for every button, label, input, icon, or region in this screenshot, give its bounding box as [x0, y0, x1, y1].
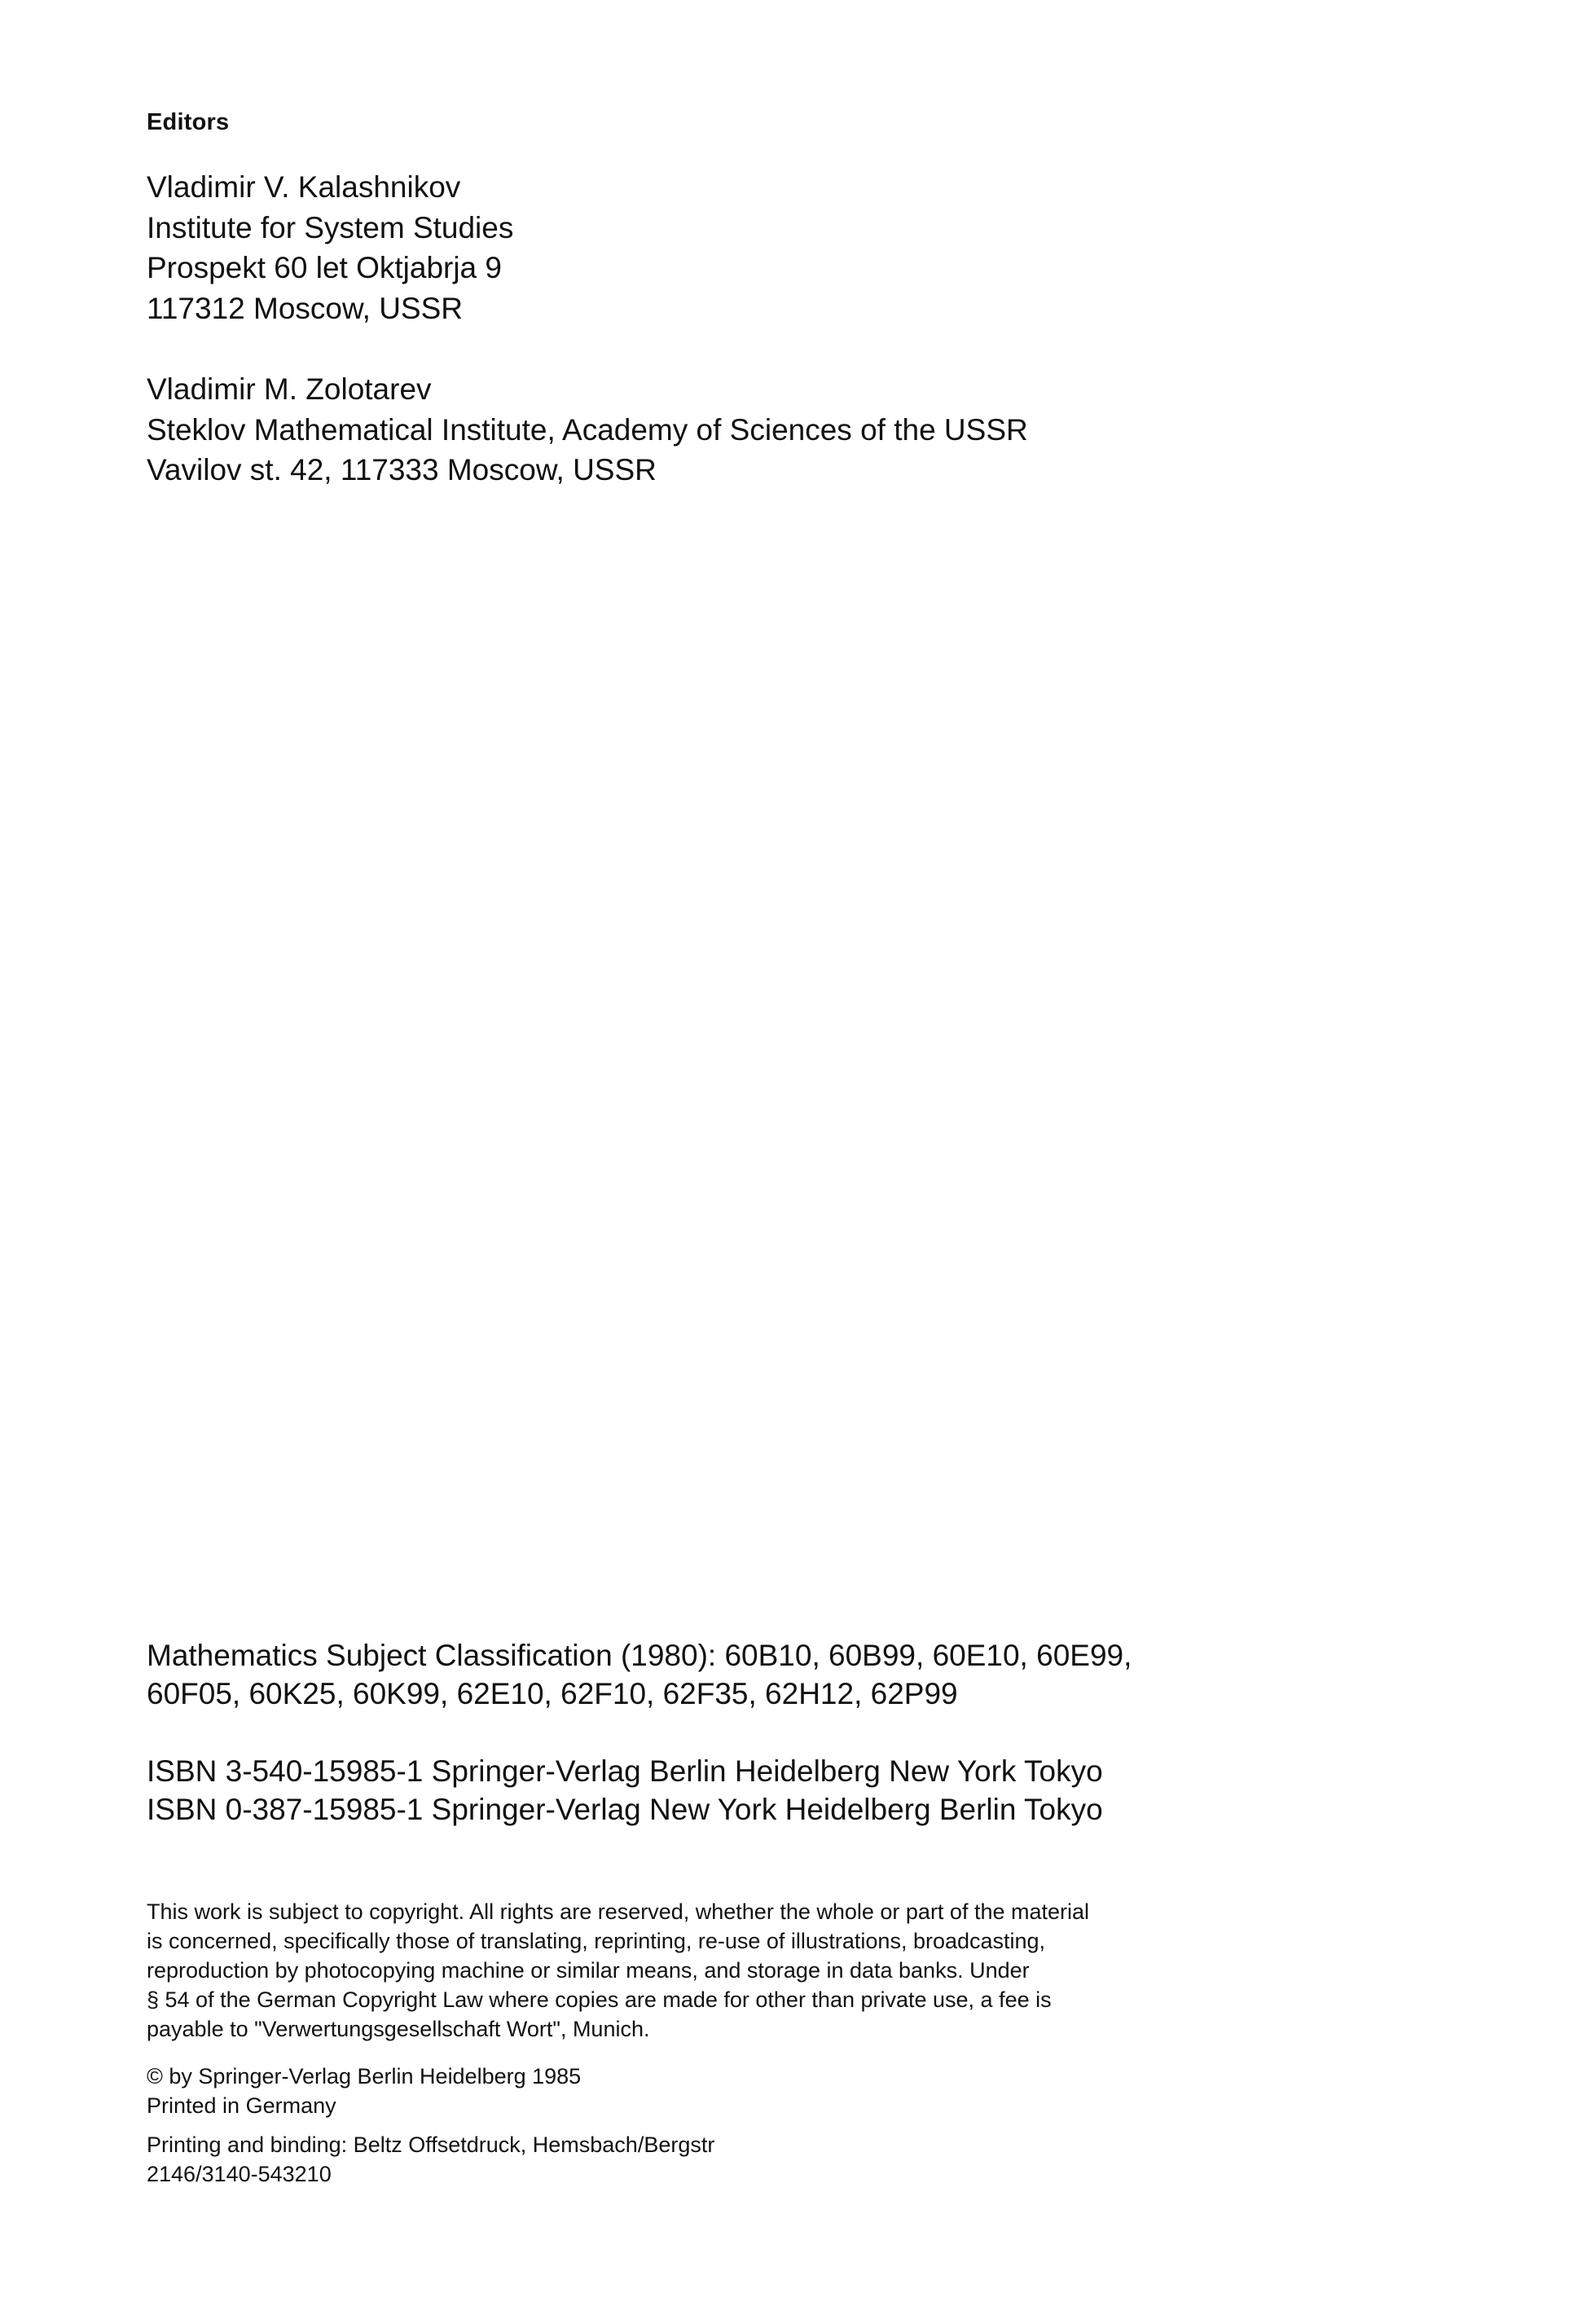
- notice-line: is concerned, specifically those of translating, reprinting, re-use of illustrations, broadcasting,: [147, 1929, 1046, 1953]
- editor-name: Vladimir V. Kalashnikov: [147, 170, 461, 204]
- printing-info: [147, 2130, 714, 2189]
- editor-affiliation: Institute for System Studies: [147, 210, 514, 244]
- editor-affiliation: Steklov Mathematical Institute, Academy of Sciences of the USSR: [147, 412, 1028, 447]
- printed-in: Printed in Germany: [147, 2093, 336, 2118]
- isbn-line: ISBN 3-540-15985-1 Springer-Verlag Berlin Heidelberg New York Tokyo: [147, 1754, 1103, 1788]
- editor-name: Vladimir M. Zolotarev: [147, 372, 432, 406]
- notice-line: reproduction by photocopying machine or similar means, and storage in data banks. Under: [147, 1958, 1030, 1983]
- editor-address-zolotarev: [147, 369, 1028, 491]
- isbn-line: ISBN 0-387-15985-1 Springer-Verlag New York Heidelberg Berlin Tokyo: [147, 1793, 1103, 1826]
- notice-line: payable to "Verwertungsgesellschaft Wort", Munich.: [147, 2017, 650, 2041]
- printer-line: Printing and binding: Beltz Offsetdruck, Hemsbach/Bergstr: [147, 2133, 715, 2157]
- notice-line: § 54 of the German Copyright Law where copies are made for other than private use, a fee is: [147, 1987, 1052, 2012]
- editor-address-kalashnikov: [147, 167, 513, 328]
- isbn-block: [147, 1752, 1103, 1829]
- notice-line: This work is subject to copyright. All rights are reserved, whether the whole or part of the material: [147, 1899, 1090, 1924]
- copyright-statement: [147, 2062, 581, 2120]
- editor-street-city: Vavilov st. 42, 117333 Moscow, USSR: [147, 453, 657, 486]
- editor-city: 117312 Moscow, USSR: [147, 291, 464, 325]
- classification-line: 60F05, 60K25, 60K99, 62E10, 62F10, 62F35, 62H12, 62P99: [147, 1677, 958, 1710]
- print-code: 2146/3140-543210: [147, 2162, 332, 2186]
- editor-street: Prospekt 60 let Oktjabrja 9: [147, 251, 502, 284]
- classification-line: Mathematics Subject Classification (1980): 60B10, 60B99, 60E10, 60E99,: [147, 1639, 1132, 1672]
- copyright-notice: [147, 1897, 1089, 2044]
- copyright-holder: © by Springer-Verlag Berlin Heidelberg 1985: [147, 2064, 582, 2089]
- subject-classification: [147, 1636, 1132, 1713]
- editors-heading: Editors: [147, 109, 230, 135]
